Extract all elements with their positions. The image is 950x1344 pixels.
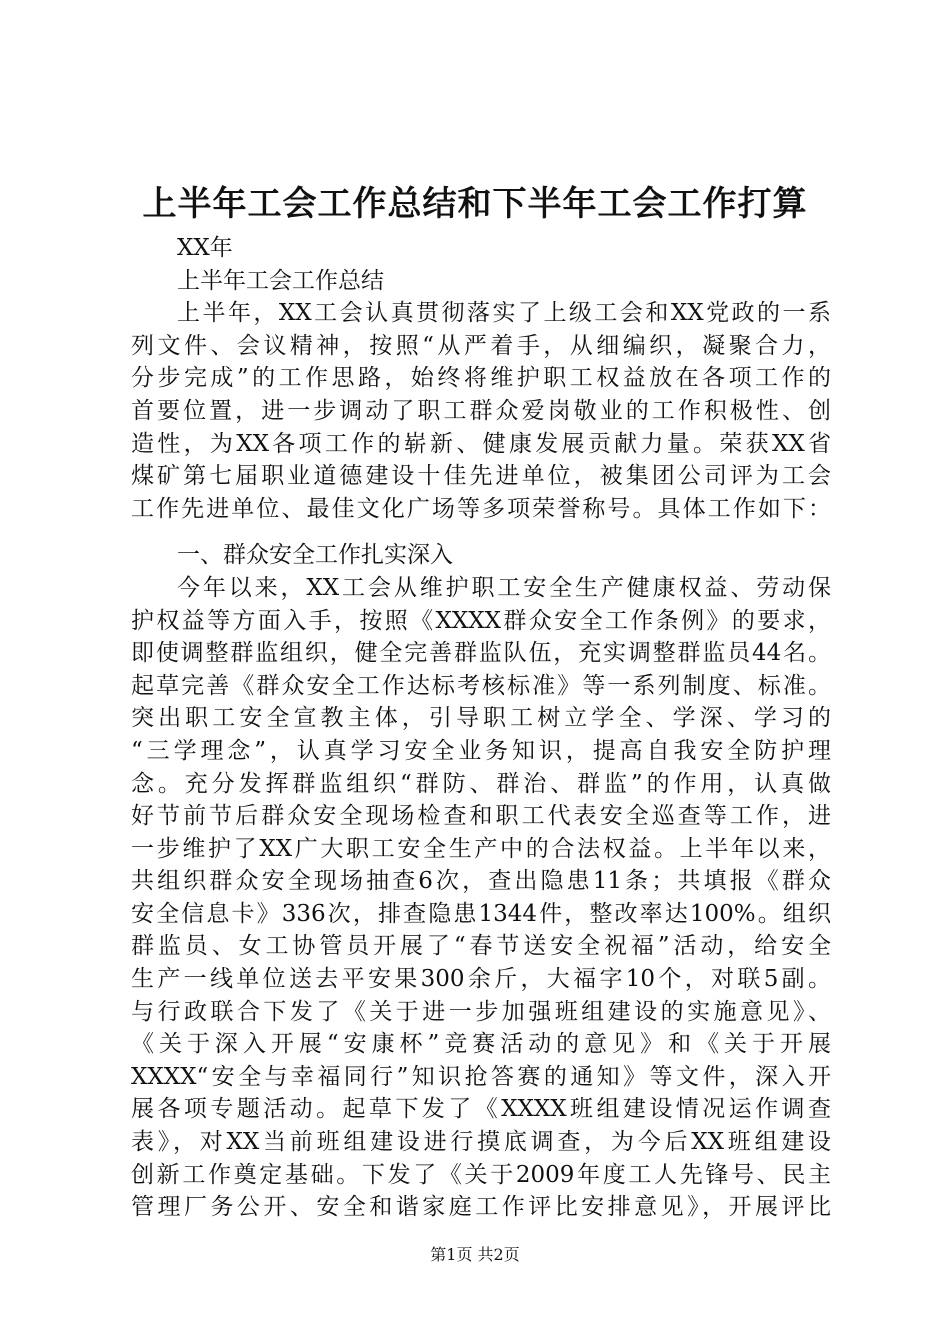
- text-line: 创新工作奠定基础。下发了《关于2009年度工人先锋号、民主: [131, 1161, 831, 1188]
- text-line: 煤矿第七届职业道德建设十佳先进单位，被集团公司评为工会: [131, 463, 831, 490]
- text-line: 一步维护了XX广大职工安全生产中的合法权益。上半年以来，: [131, 835, 831, 862]
- text-line: 造性，为XX各项工作的崭新、健康发展贡献力量。荣获XX省: [131, 430, 831, 457]
- text-line: 表》，对XX当前班组建设进行摸底调查，为今后XX班组建设: [131, 1129, 831, 1156]
- text-line: 起草完善《群众安全工作达标考核标准》等一系列制度、标准。: [131, 672, 831, 699]
- paragraph-spacer: [131, 525, 831, 539]
- paragraph-intro: [131, 297, 831, 525]
- section-heading: 上半年工会工作总结: [177, 267, 384, 294]
- page-number-footer: 第1页 共2页: [430, 1245, 520, 1264]
- text-line: 首要位置，进一步调动了职工群众爱岗敬业的工作积极性、创: [131, 397, 831, 424]
- text-line: 管理厂务公开、安全和谐家庭工作评比安排意见》，开展评比: [131, 1194, 831, 1221]
- text-line: 念。充分发挥群监组织“群防、群治、群监”的作用，认真做: [131, 770, 831, 797]
- text-line: 列文件、会议精神，按照“从严着手，从细编织，凝聚合力，: [131, 332, 831, 359]
- year-line: XX年: [177, 235, 233, 261]
- text-line: 生产一线单位送去平安果300余斤，大福字10个，对联5副。: [131, 966, 831, 993]
- subheading-safety: 一、群众安全工作扎实深入: [177, 542, 453, 569]
- text-line: 护权益等方面入手，按照《XXXX群众安全工作条例》的要求，: [131, 607, 831, 634]
- text-line: 上半年，XX工会认真贯彻落实了上级工会和XX党政的一系: [177, 300, 831, 327]
- paragraph-safety: [131, 572, 831, 1224]
- text-line: 突出职工安全宣教主体，引导职工树立学全、学深、学习的: [131, 705, 831, 732]
- text-line: 与行政联合下发了《关于进一步加强班组建设的实施意见》、: [131, 998, 831, 1025]
- text-line: 好节前节后群众安全现场检查和职工代表安全巡查等工作，进: [131, 803, 831, 830]
- document-title: 上半年工会工作总结和下半年工会工作打算: [142, 184, 808, 224]
- text-line: 共组织群众安全现场抽查6次，查出隐患11条；共填报《群众: [131, 868, 831, 895]
- text-line: 今年以来，XX工会从维护职工安全生产健康权益、劳动保: [177, 574, 831, 601]
- text-line: 即使调整群监组织，健全完善群监队伍，充实调整群监员44名。: [131, 640, 831, 667]
- text-line: 安全信息卡》336次，排查隐患1344件，整改率达100%。组织: [131, 900, 831, 927]
- text-line: XXXX“安全与幸福同行”知识抢答赛的通知》等文件，深入开: [131, 1063, 831, 1090]
- document-body: [131, 232, 831, 1224]
- text-line: “三学理念”，认真学习安全业务知识，提高自我安全防护理: [131, 737, 831, 764]
- text-line: 群监员、女工协管员开展了“春节送安全祝福”活动，给安全: [131, 933, 831, 960]
- text-line: 分步完成”的工作思路，始终将维护职工权益放在各项工作的: [131, 365, 831, 392]
- text-line: 展各项专题活动。起草下发了《XXXX班组建设情况运作调查: [131, 1096, 831, 1123]
- text-line: 工作先进单位、最佳文化广场等多项荣誉称号。具体工作如下：: [131, 495, 831, 522]
- text-line: 《关于深入开展“安康杯”竞赛活动的意见》和《关于开展: [131, 1031, 831, 1058]
